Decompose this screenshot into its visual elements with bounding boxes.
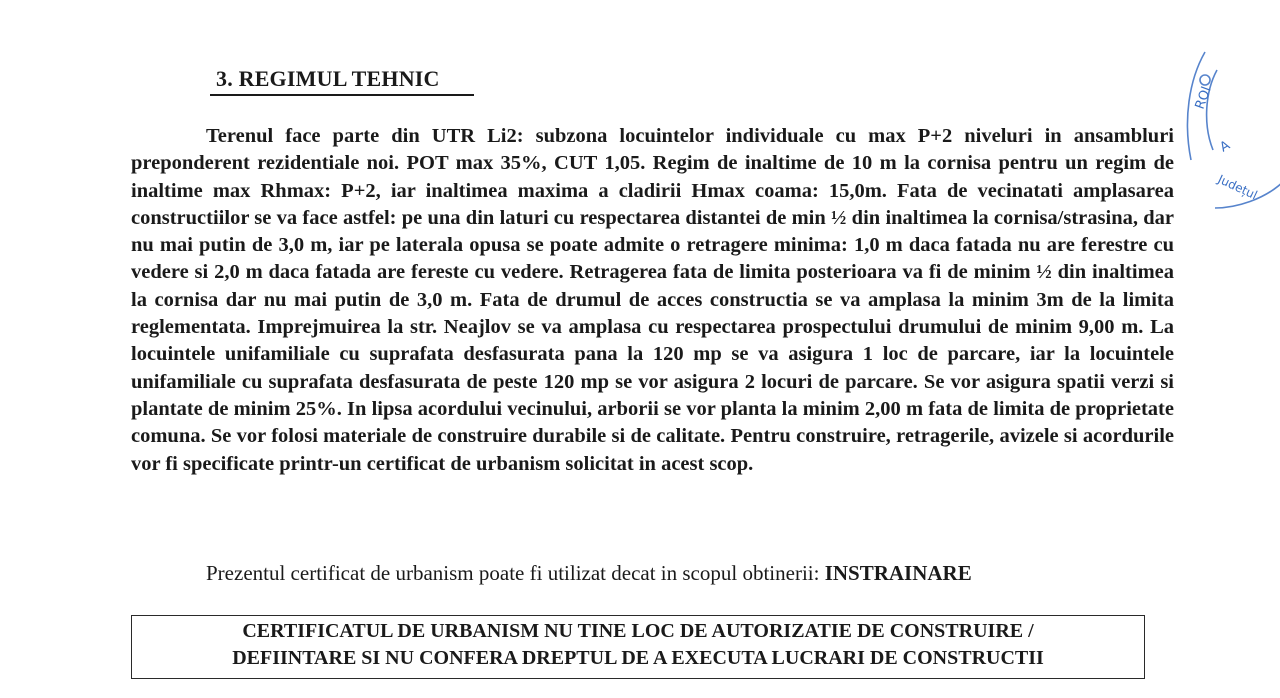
usage-statement [206, 561, 972, 586]
usage-purpose: INSTRAINARE [824, 561, 972, 585]
notice-line-2: DEFIINTARE SI NU CONFERA DREPTUL DE A EXECUTA LUCRARI DE CONSTRUCTII [232, 647, 1044, 669]
heading-underline [210, 94, 474, 96]
stamp-text-bottom: Județul [1215, 172, 1260, 203]
svg-text:A: A [1217, 138, 1233, 156]
body-paragraph: Terenul face parte din UTR Li2: subzona locuintelor individuale cu max P+2 niveluri in ansambluri preponderent rezidentiale noi. POT max 35%, CUT 1,05. Regim de inaltime de 10 m la cornisa pentru un regim de inaltime max Rhmax: P+2, iar inaltimea maxima a cladirii Hmax coama: 15,0m. Fata de vecinatati amplasarea constructiilor se va face astfel: pe una din laturi cu respectarea distantei de min ½ din inaltimea la cornisa/strasina, dar nu mai putin de 3,0 m, iar pe laterala opusa se poate admite o retragere minima: 1,0 m daca fatada nu are ferestre cu vedere si 2,0 m daca fatada are fereste cu vedere. Retragerea fata de limita posterioara va fi de minim ½ din inaltimea la cornisa dar nu mai putin de 3,0 m. Fata de drumul de acces constructia se va amplasa la minim 3m de la limita reglementata. Imprejmuirea la str. Neajlov se va amplasa cu respectarea prospectului drumului de minim 9,00 m. La locuintele unifamiliale cu suprafata desfasurata pana la 120 mp se va asigura 1 loc de parcare, iar la locuintele unifamiliale cu suprafata desfasurata de peste 120 mp se vor asigura 2 locuri de parcare. Se vor asigura spatii verzi si plantate de minim 25%. In lipsa acordului vecinului, arborii se vor planta la minim 2,00 m fata de limita de proprietate comuna. Se vor folosi materiale de construire durabile si de calitate. Pentru construire, retragerile, avizele si acordurile vor fi specificate printr-un certificat de urbanism solicitat in acest scop. [131, 125, 1174, 475]
usage-text: Prezentul certificat de urbanism poate fi utilizat decat in scopul obtinerii: [206, 561, 825, 585]
notice-box [131, 615, 1145, 679]
stamp-text-top: ROl [1192, 84, 1215, 112]
official-stamp-fragment [1175, 30, 1280, 220]
notice-line-1: CERTIFICATUL DE URBANISM NU TINE LOC DE AUTORIZATIE DE CONSTRUIRE / [242, 620, 1034, 642]
section-heading: 3. REGIMUL TEHNIC [216, 66, 440, 91]
